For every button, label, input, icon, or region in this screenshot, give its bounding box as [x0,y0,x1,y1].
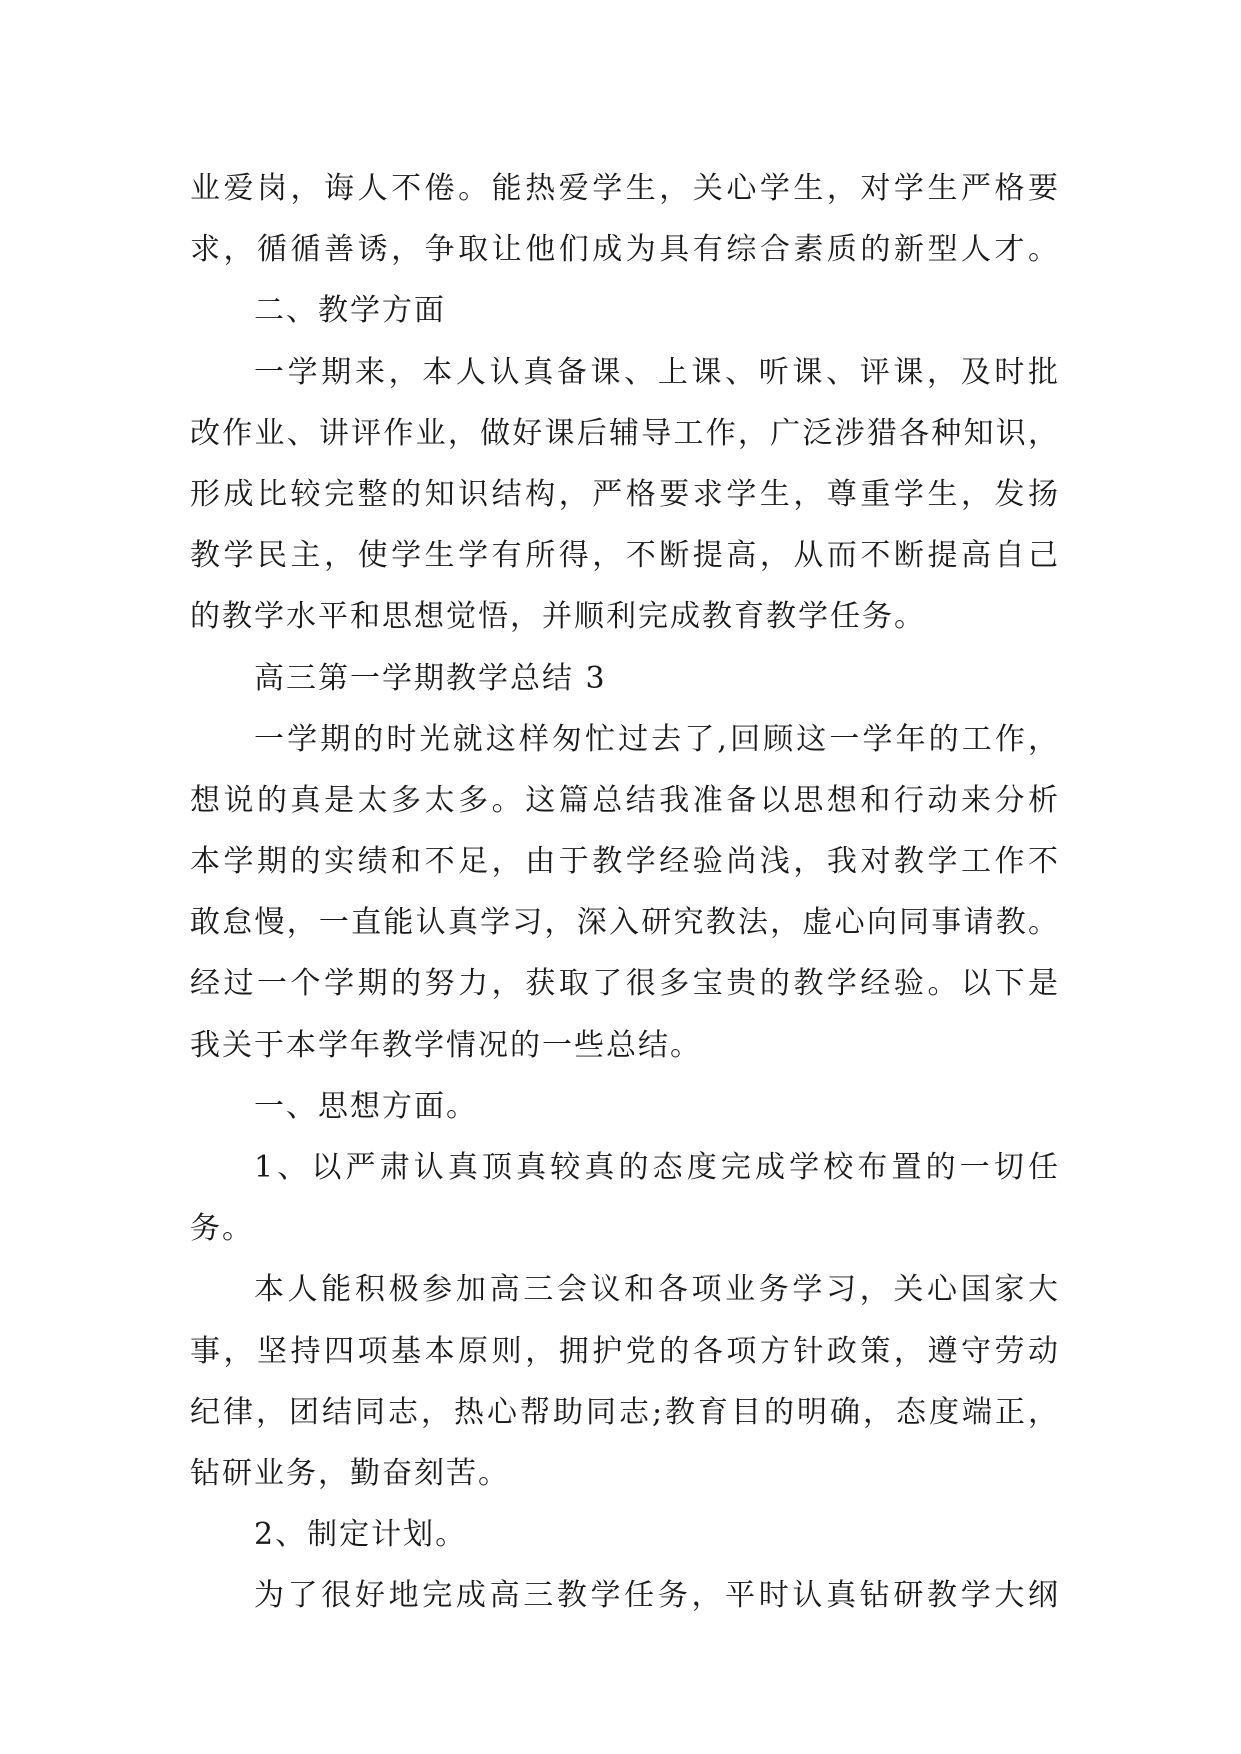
text-line: 改作业、讲评作业，做好课后辅导工作，广泛涉猎各种知识， [190,415,1060,451]
text-line: 2、制定计划。 [254,1517,468,1553]
text-line: 我关于本学年教学情况的一些总结。 [190,1027,702,1063]
text-line: 教学民主，使学生学有所得，不断提高，从而不断提高自己 [190,538,1060,574]
text-line: 纪律，团结同志，热心帮助同志;教育目的明确，态度端正， [190,1394,1060,1430]
text-line: 本学期的实绩和不足，由于教学经验尚浅，我对教学工作不 [190,844,1060,880]
text-line: 高三第一学期教学总结 3 [254,660,607,696]
text-line: 一学期来，本人认真备课、上课、听课、评课，及时批 [254,354,1060,390]
text-line: 业爱岗，诲人不倦。能热爱学生，关心学生，对学生严格要 [190,171,1060,206]
text-line: 钻研业务，勤奋刻苦。 [190,1455,510,1491]
text-line: 1、以严肃认真顶真较真的态度完成学校布置的一切任 [254,1150,1060,1185]
text-line: 求，循循善诱，争取让他们成为具有综合素质的新型人才。 [190,232,1060,268]
text-line: 事，坚持四项基本原则，拥护党的各项方针政策，遵守劳动 [190,1333,1060,1369]
text-line: 想说的真是太多太多。这篇总结我准备以思想和行动来分析 [190,782,1060,818]
document-body [190,158,1060,1627]
text-line: 一学期的时光就这样匆忙过去了,回顾这一学年的工作， [254,721,1060,757]
text-line: 务。 [190,1211,254,1247]
text-line: 形成比较完整的知识结构，严格要求学生，尊重学生，发扬 [190,476,1060,512]
text-line: 本人能积极参加高三会议和各项业务学习，关心国家大 [254,1272,1060,1308]
text-line: 经过一个学期的努力，获取了很多宝贵的教学经验。以下是 [190,966,1060,1002]
text-line: 二、教学方面 [254,293,446,329]
text-line: 敢怠慢，一直能认真学习，深入研究教法，虚心向同事请教。 [190,905,1060,941]
text-line: 一、思想方面。 [254,1088,478,1124]
text-line: 为了很好地完成高三教学任务，平时认真钻研教学大纲 [254,1578,1060,1614]
text-line: 的教学水平和思想觉悟，并顺利完成教育教学任务。 [190,599,926,635]
